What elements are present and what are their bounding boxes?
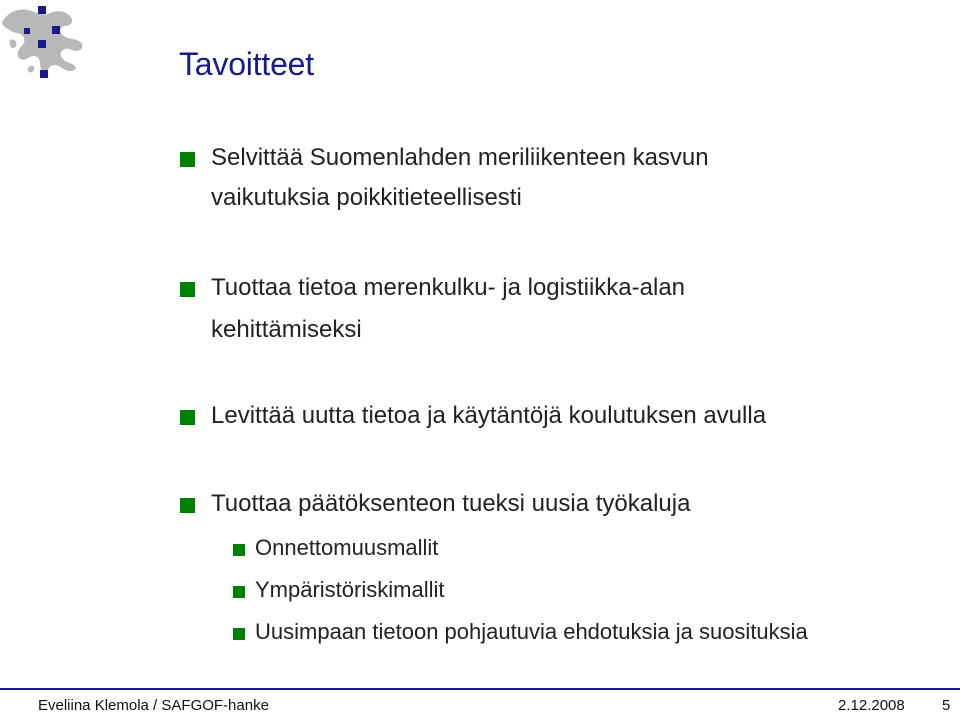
green-square-bullet-icon bbox=[180, 498, 195, 513]
green-square-bullet-icon bbox=[180, 152, 195, 167]
green-square-bullet-icon bbox=[180, 410, 195, 425]
green-square-bullet-icon bbox=[233, 586, 245, 598]
footer-date: 2.12.2008 bbox=[838, 697, 905, 714]
university-logo-icon bbox=[0, 0, 92, 90]
bullet-text: Levittää uutta tietoa ja käytäntöjä koulutuksen avulla bbox=[211, 402, 767, 429]
green-square-bullet-icon bbox=[233, 628, 245, 640]
sub-bullet-text: Onnettomuusmallit bbox=[255, 535, 439, 560]
bullet-text: kehittämiseksi bbox=[211, 316, 362, 343]
bullet-text: Selvittää Suomenlahden meriliikenteen kasvun bbox=[211, 144, 709, 171]
sub-bullet-text: Uusimpaan tietoon pohjautuvia ehdotuksia ja suosituksia bbox=[255, 619, 808, 644]
bullet-text: Tuottaa päätöksenteon tueksi uusia työkaluja bbox=[211, 490, 691, 517]
footer-author: Eveliina Klemola / SAFGOF-hanke bbox=[38, 697, 269, 714]
bullet-text: vaikutuksia poikkitieteellisesti bbox=[211, 184, 522, 211]
page-number: 5 bbox=[942, 697, 951, 714]
green-square-bullet-icon bbox=[233, 544, 245, 556]
sub-bullet-text: Ympäristöriskimallit bbox=[255, 577, 445, 602]
green-square-bullet-icon bbox=[180, 282, 195, 297]
slide-title: Tavoitteet bbox=[179, 46, 314, 82]
footer-divider bbox=[0, 688, 960, 690]
bullet-text: Tuottaa tietoa merenkulku- ja logistiikka-alan bbox=[211, 274, 686, 301]
